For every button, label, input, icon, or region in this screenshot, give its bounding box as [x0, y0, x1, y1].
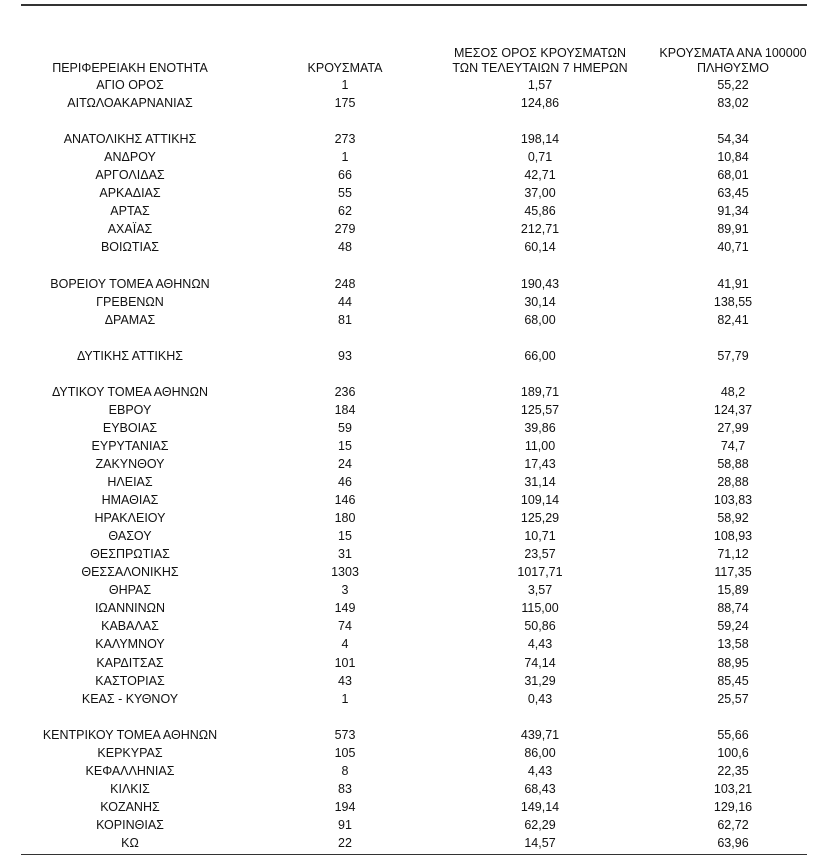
- avg-cell: 124,86: [520, 96, 560, 111]
- per100k-cell: 71,12: [717, 547, 749, 562]
- table-row: [21, 726, 807, 744]
- table-row: [21, 130, 807, 148]
- region-cell: ΑΝΔΡΟΥ: [104, 150, 156, 165]
- table-row: [21, 220, 807, 238]
- region-cell: ΖΑΚΥΝΘΟΥ: [95, 456, 165, 471]
- cases-cell: 101: [334, 655, 356, 670]
- cases-cell: 1: [341, 78, 349, 92]
- avg-cell: 74,14: [524, 655, 556, 670]
- per100k-cell: 63,45: [717, 186, 749, 201]
- avg-cell: 60,14: [524, 240, 556, 255]
- cases-cell: 15: [338, 438, 352, 453]
- cases-cell: 55: [338, 186, 352, 201]
- table-row: [21, 473, 807, 491]
- region-cell: ΚΑΛΥΜΝΟΥ: [95, 637, 165, 652]
- table-row: [21, 148, 807, 166]
- per100k-cell: 103,83: [713, 493, 753, 508]
- cases-table: [21, 40, 807, 852]
- per100k-cell: 55,66: [717, 727, 749, 742]
- region-cell: ΘΕΣΠΡΩΤΙΑΣ: [90, 547, 170, 562]
- cases-cell: 279: [334, 222, 356, 237]
- top-rule: [21, 4, 807, 6]
- header-row: [21, 40, 807, 76]
- spacer-row: [21, 112, 807, 130]
- table-row: [21, 509, 807, 527]
- region-cell: ΚΕΝΤΡΙΚΟΥ ΤΟΜΕΑ ΑΘΗΝΩΝ: [42, 727, 218, 742]
- region-cell: ΚΑΡΔΙΤΣΑΣ: [96, 655, 164, 670]
- cases-cell: 24: [338, 456, 352, 471]
- per100k-cell: 124,37: [713, 402, 753, 417]
- region-cell: ΗΛΕΙΑΣ: [107, 475, 153, 490]
- spacer-cell: [21, 112, 807, 130]
- avg-cell: 3,57: [527, 583, 553, 598]
- avg-cell: 125,29: [520, 511, 560, 526]
- avg-cell: 198,14: [520, 132, 560, 147]
- region-cell: ΗΜΑΘΙΑΣ: [101, 493, 159, 508]
- region-cell: ΑΡΚΑΔΙΑΣ: [99, 186, 161, 201]
- table-row: [21, 275, 807, 293]
- cases-cell: 149: [334, 601, 356, 616]
- cases-cell: 81: [338, 312, 352, 327]
- avg-cell: 11,00: [524, 438, 556, 453]
- per100k-cell: 58,88: [717, 456, 749, 471]
- avg-cell: 1,57: [527, 78, 553, 92]
- avg-cell: 30,14: [524, 294, 556, 309]
- per100k-cell: 129,16: [713, 799, 753, 814]
- avg-cell: 23,57: [524, 547, 556, 562]
- region-cell: ΘΕΣΣΑΛΟΝΙΚΗΣ: [81, 565, 179, 580]
- per100k-cell: 89,91: [717, 222, 749, 237]
- region-cell: ΚΟΖΑΝΗΣ: [100, 799, 160, 814]
- header-per100k-line1: ΚΡΟΥΣΜΑΤΑ ΑΝΑ 100000: [659, 46, 807, 60]
- cases-cell: 175: [334, 96, 356, 111]
- region-cell: ΕΒΡΟΥ: [108, 402, 152, 417]
- avg-cell: 68,00: [524, 312, 556, 327]
- per100k-cell: 68,01: [717, 168, 749, 183]
- per100k-cell: 10,84: [717, 150, 749, 165]
- avg-cell: 212,71: [520, 222, 560, 237]
- per100k-cell: 91,34: [717, 204, 749, 219]
- cases-cell: 46: [338, 475, 352, 490]
- spacer-row: [21, 256, 807, 274]
- per100k-cell: 40,71: [717, 240, 749, 255]
- region-cell: ΕΥΒΟΙΑΣ: [102, 420, 158, 435]
- header-cases: ΚΡΟΥΣΜΑΤΑ: [307, 61, 383, 75]
- avg-cell: 45,86: [524, 204, 556, 219]
- table-row: [21, 762, 807, 780]
- avg-cell: 68,43: [524, 781, 556, 796]
- table-row: [21, 816, 807, 834]
- table-row: [21, 690, 807, 708]
- per100k-cell: 25,57: [717, 691, 749, 706]
- table-row: [21, 780, 807, 798]
- avg-cell: 439,71: [520, 727, 560, 742]
- avg-cell: 86,00: [524, 745, 556, 760]
- per100k-cell: 88,95: [717, 655, 749, 670]
- cases-cell: 194: [334, 799, 356, 814]
- header-avg-line1: ΜΕΣΟΣ ΟΡΟΣ ΚΡΟΥΣΜΑΤΩΝ: [453, 46, 627, 60]
- avg-cell: 62,29: [524, 817, 556, 832]
- table-row: [21, 166, 807, 184]
- table-row: [21, 347, 807, 365]
- cases-cell: 66: [338, 168, 352, 183]
- per100k-cell: 62,72: [717, 817, 749, 832]
- region-cell: ΔΥΤΙΚΟΥ ΤΟΜΕΑ ΑΘΗΝΩΝ: [51, 384, 209, 399]
- cases-cell: 93: [338, 348, 352, 363]
- cases-cell: 248: [334, 276, 356, 291]
- region-cell: ΚΙΛΚΙΣ: [110, 781, 150, 796]
- avg-cell: 190,43: [520, 276, 560, 291]
- per100k-cell: 108,93: [713, 529, 753, 544]
- table-row: [21, 202, 807, 220]
- avg-cell: 31,29: [524, 673, 556, 688]
- avg-cell: 10,71: [524, 529, 556, 544]
- per100k-cell: 15,89: [717, 583, 749, 598]
- region-cell: ΚΑΣΤΟΡΙΑΣ: [95, 673, 165, 688]
- avg-cell: 50,86: [524, 619, 556, 634]
- per100k-cell: 13,58: [717, 637, 749, 652]
- table-row: [21, 293, 807, 311]
- table-row: [21, 184, 807, 202]
- per100k-cell: 82,41: [717, 312, 749, 327]
- spacer-row: [21, 329, 807, 347]
- cases-cell: 44: [338, 294, 352, 309]
- per100k-cell: 74,7: [720, 438, 746, 453]
- cases-cell: 3: [341, 583, 349, 598]
- table-row: [21, 383, 807, 401]
- avg-cell: 149,14: [520, 799, 560, 814]
- cases-cell: 184: [334, 402, 356, 417]
- per100k-cell: 138,55: [713, 294, 753, 309]
- avg-cell: 189,71: [520, 384, 560, 399]
- table-body: [21, 76, 807, 852]
- region-cell: ΒΟΙΩΤΙΑΣ: [100, 240, 160, 255]
- avg-cell: 4,43: [527, 763, 553, 778]
- per100k-cell: 41,91: [717, 276, 749, 291]
- table-row: [21, 599, 807, 617]
- cases-cell: 1: [341, 691, 349, 706]
- table-row: [21, 545, 807, 563]
- avg-cell: 37,00: [524, 186, 556, 201]
- table-row: [21, 491, 807, 509]
- header-region: ΠΕΡΙΦΕΡΕΙΑΚΗ ΕΝΟΤΗΤΑ: [52, 61, 208, 75]
- cases-cell: 43: [338, 673, 352, 688]
- per100k-cell: 117,35: [714, 565, 752, 580]
- per100k-cell: 85,45: [717, 673, 749, 688]
- avg-cell: 0,43: [527, 691, 553, 706]
- per100k-cell: 22,35: [717, 763, 749, 778]
- region-cell: ΔΡΑΜΑΣ: [104, 312, 156, 327]
- table-row: [21, 654, 807, 672]
- avg-cell: 0,71: [527, 150, 553, 165]
- spacer-cell: [21, 256, 807, 274]
- region-cell: ΙΩΑΝΝΙΝΩΝ: [94, 601, 166, 616]
- region-cell: ΑΡΓΟΛΙΔΑΣ: [95, 168, 165, 183]
- per100k-cell: 57,79: [717, 348, 749, 363]
- per100k-cell: 88,74: [717, 601, 749, 616]
- avg-cell: 17,43: [524, 456, 556, 471]
- per100k-cell: 63,96: [717, 835, 749, 850]
- table-row: [21, 401, 807, 419]
- avg-cell: 125,57: [520, 402, 560, 417]
- table-row: [21, 527, 807, 545]
- region-cell: ΚΕΑΣ - ΚΥΘΝΟΥ: [81, 691, 179, 706]
- per100k-cell: 83,02: [717, 96, 749, 111]
- region-cell: ΚΩ: [121, 835, 139, 850]
- region-cell: ΚΕΦΑΛΛΗΝΙΑΣ: [85, 763, 175, 778]
- region-cell: ΒΟΡΕΙΟΥ ΤΟΜΕΑ ΑΘΗΝΩΝ: [50, 276, 210, 291]
- header-avg-line2: ΤΩΝ ΤΕΛΕΥΤΑΙΩΝ 7 ΗΜΕΡΩΝ: [452, 61, 628, 75]
- cases-cell: 273: [334, 132, 356, 147]
- cases-cell: 8: [341, 763, 349, 778]
- table-row: [21, 798, 807, 816]
- avg-cell: 66,00: [524, 348, 556, 363]
- cases-cell: 4: [341, 637, 349, 652]
- cases-cell: 105: [334, 745, 356, 760]
- per100k-cell: 48,2: [720, 384, 746, 399]
- spacer-cell: [21, 329, 807, 347]
- avg-cell: 14,57: [524, 835, 556, 850]
- table-row: [21, 672, 807, 690]
- table-row: [21, 238, 807, 256]
- per100k-cell: 55,22: [717, 78, 749, 92]
- region-cell: ΕΥΡΥΤΑΝΙΑΣ: [91, 438, 169, 453]
- cases-cell: 236: [334, 384, 356, 399]
- cases-cell: 573: [334, 727, 356, 742]
- avg-cell: 4,43: [527, 637, 553, 652]
- per100k-cell: 27,99: [717, 420, 749, 435]
- table-row: [21, 437, 807, 455]
- region-cell: ΗΡΑΚΛΕΙΟΥ: [94, 511, 166, 526]
- table-row: [21, 581, 807, 599]
- table-row: [21, 563, 807, 581]
- table-row: [21, 76, 807, 94]
- cases-cell: 146: [334, 493, 356, 508]
- cases-cell: 180: [334, 511, 356, 526]
- cases-cell: 91: [338, 817, 352, 832]
- bottom-rule: [21, 854, 807, 855]
- region-cell: ΘΑΣΟΥ: [108, 529, 152, 544]
- table-row: [21, 744, 807, 762]
- table-row: [21, 834, 807, 852]
- region-cell: ΑΧΑΪΑΣ: [107, 222, 153, 237]
- spacer-cell: [21, 708, 807, 726]
- region-cell: ΑΝΑΤΟΛΙΚΗΣ ΑΤΤΙΚΗΣ: [63, 132, 197, 147]
- header-avg-7-days: [451, 40, 629, 76]
- cases-cell: 31: [338, 547, 352, 562]
- region-cell: ΑΡΤΑΣ: [110, 204, 150, 219]
- table-row: [21, 94, 807, 112]
- cases-cell: 1: [341, 150, 349, 165]
- avg-cell: 1017,71: [517, 565, 563, 580]
- region-cell: ΚΑΒΑΛΑΣ: [101, 619, 159, 634]
- per100k-cell: 100,6: [717, 745, 749, 760]
- region-cell: ΔΥΤΙΚΗΣ ΑΤΤΙΚΗΣ: [77, 348, 183, 363]
- cases-cell: 48: [338, 240, 352, 255]
- region-cell: ΑΓΙΟ ΟΡΟΣ: [96, 78, 164, 92]
- avg-cell: 109,14: [520, 493, 560, 508]
- table-row: [21, 635, 807, 653]
- per100k-cell: 28,88: [717, 475, 749, 490]
- cases-cell: 74: [338, 619, 352, 634]
- per100k-cell: 103,21: [713, 781, 753, 796]
- avg-cell: 31,14: [524, 475, 556, 490]
- per100k-cell: 54,34: [717, 132, 749, 147]
- header-per-100k: [629, 40, 807, 76]
- header-per100k-line2: ΠΛΗΘΥΣΜΟ: [697, 61, 769, 75]
- cases-cell: 59: [338, 420, 352, 435]
- per100k-cell: 59,24: [717, 619, 749, 634]
- region-cell: ΚΕΡΚΥΡΑΣ: [97, 745, 163, 760]
- cases-cell: 15: [338, 529, 352, 544]
- avg-cell: 39,86: [524, 420, 556, 435]
- region-cell: ΘΗΡΑΣ: [108, 583, 152, 598]
- cases-cell: 62: [338, 204, 352, 219]
- region-cell: ΓΡΕΒΕΝΩΝ: [96, 294, 164, 309]
- table-row: [21, 419, 807, 437]
- table-row: [21, 311, 807, 329]
- avg-cell: 42,71: [524, 168, 556, 183]
- cases-cell: 83: [338, 781, 352, 796]
- cases-cell: 22: [338, 835, 352, 850]
- spacer-cell: [21, 365, 807, 383]
- cases-cell: 1303: [331, 565, 359, 580]
- spacer-row: [21, 365, 807, 383]
- avg-cell: 115,00: [521, 601, 559, 616]
- spacer-row: [21, 708, 807, 726]
- region-cell: ΚΟΡΙΝΘΙΑΣ: [96, 817, 164, 832]
- region-cell: ΑΙΤΩΛΟΑΚΑΡΝΑΝΙΑΣ: [67, 96, 193, 111]
- table-row: [21, 617, 807, 635]
- per100k-cell: 58,92: [717, 511, 749, 526]
- table-row: [21, 455, 807, 473]
